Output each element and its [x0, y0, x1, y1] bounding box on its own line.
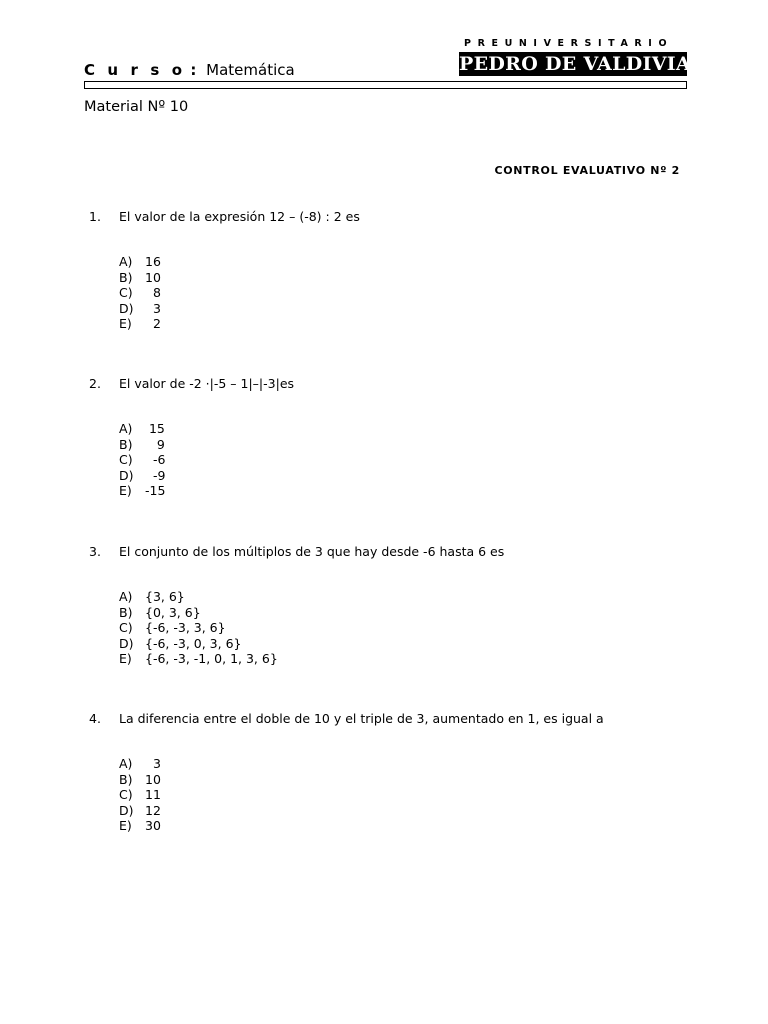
- option-value: 11: [145, 787, 161, 802]
- answer-option: [119, 316, 161, 332]
- option-letter: B): [119, 604, 133, 620]
- answer-option: [119, 421, 165, 437]
- option-letter: D): [119, 802, 134, 818]
- option-value: 3: [145, 756, 161, 771]
- option-value: 10: [145, 771, 161, 787]
- question-text: El conjunto de los múltiplos de 3 que hay desde -6 hasta 6 es: [119, 544, 505, 559]
- option-value: 10: [145, 269, 161, 285]
- logo-preuniversitario: PREUNIVERSITARIO: [464, 38, 674, 49]
- option-letter: E): [119, 483, 132, 498]
- logo-pedro-de-valdivia: PEDRO DE VALDIVIA: [459, 53, 691, 75]
- option-letter: A): [119, 589, 133, 604]
- question-number: 2.: [89, 376, 101, 391]
- question-number: 4.: [89, 711, 101, 726]
- answer-option: [119, 270, 161, 286]
- option-value: -15: [145, 483, 166, 498]
- answer-option: [119, 301, 161, 317]
- answer-option: [119, 452, 165, 468]
- answer-options: [119, 589, 278, 667]
- answer-option: [119, 437, 165, 453]
- answer-option: [119, 285, 161, 301]
- answer-option: [119, 651, 278, 667]
- option-value: {-6, -3, -1, 0, 1, 3, 6}: [145, 651, 278, 666]
- option-letter: C): [119, 285, 133, 300]
- header-divider: [84, 81, 687, 89]
- option-value: -9: [145, 467, 166, 483]
- option-letter: E): [119, 818, 132, 833]
- question-number: 1.: [89, 209, 101, 224]
- option-value: 16: [145, 254, 161, 269]
- option-letter: D): [119, 467, 134, 483]
- answer-option: [119, 803, 161, 819]
- option-value: {3, 6}: [145, 589, 185, 604]
- answer-option: [119, 756, 161, 772]
- option-value: 2: [145, 316, 161, 331]
- control-title: CONTROL EVALUATIVO Nº 2: [494, 164, 680, 177]
- option-value: -6: [145, 452, 166, 467]
- answer-option: [119, 787, 161, 803]
- option-letter: B): [119, 771, 133, 787]
- option-value: 15: [145, 421, 165, 436]
- answer-option: [119, 818, 161, 834]
- option-value: 12: [145, 802, 161, 818]
- question-number: 3.: [89, 544, 101, 559]
- course-label-colon: :: [190, 61, 197, 79]
- answer-option: [119, 620, 278, 636]
- answer-option: [119, 483, 165, 499]
- answer-options: [119, 756, 161, 834]
- question-text: El valor de -2 ·|-5 – 1|–|-3|es: [119, 376, 295, 391]
- option-letter: A): [119, 254, 133, 269]
- material-number: Material Nº 10: [84, 99, 189, 115]
- answer-options: [119, 254, 161, 332]
- option-value: 8: [145, 285, 161, 300]
- option-letter: C): [119, 452, 133, 467]
- answer-option: [119, 772, 161, 788]
- answer-option: [119, 605, 278, 621]
- course-label: C u r s o: [84, 61, 186, 79]
- option-value: {-6, -3, 3, 6}: [145, 620, 226, 635]
- option-letter: C): [119, 787, 133, 802]
- answer-options: [119, 421, 165, 499]
- answer-option: [119, 468, 165, 484]
- option-letter: D): [119, 635, 134, 651]
- option-value: {0, 3, 6}: [145, 604, 201, 620]
- question-text: La diferencia entre el doble de 10 y el triple de 3, aumentado en 1, es igual a: [119, 711, 604, 726]
- answer-option: [119, 589, 278, 605]
- option-letter: A): [119, 421, 133, 436]
- answer-option: [119, 254, 161, 270]
- option-letter: B): [119, 436, 133, 452]
- option-value: 3: [145, 300, 161, 316]
- option-letter: E): [119, 316, 132, 331]
- course-heading: [84, 60, 295, 80]
- option-letter: C): [119, 620, 133, 635]
- option-letter: D): [119, 300, 134, 316]
- option-value: 9: [145, 436, 165, 452]
- course-value: Matemática: [206, 61, 295, 79]
- question-text: El valor de la expresión 12 – (-8) : 2 es: [119, 209, 360, 224]
- option-value: 30: [145, 818, 161, 833]
- option-letter: E): [119, 651, 132, 666]
- answer-option: [119, 636, 278, 652]
- option-letter: B): [119, 269, 133, 285]
- option-value: {-6, -3, 0, 3, 6}: [145, 635, 242, 651]
- option-letter: A): [119, 756, 133, 771]
